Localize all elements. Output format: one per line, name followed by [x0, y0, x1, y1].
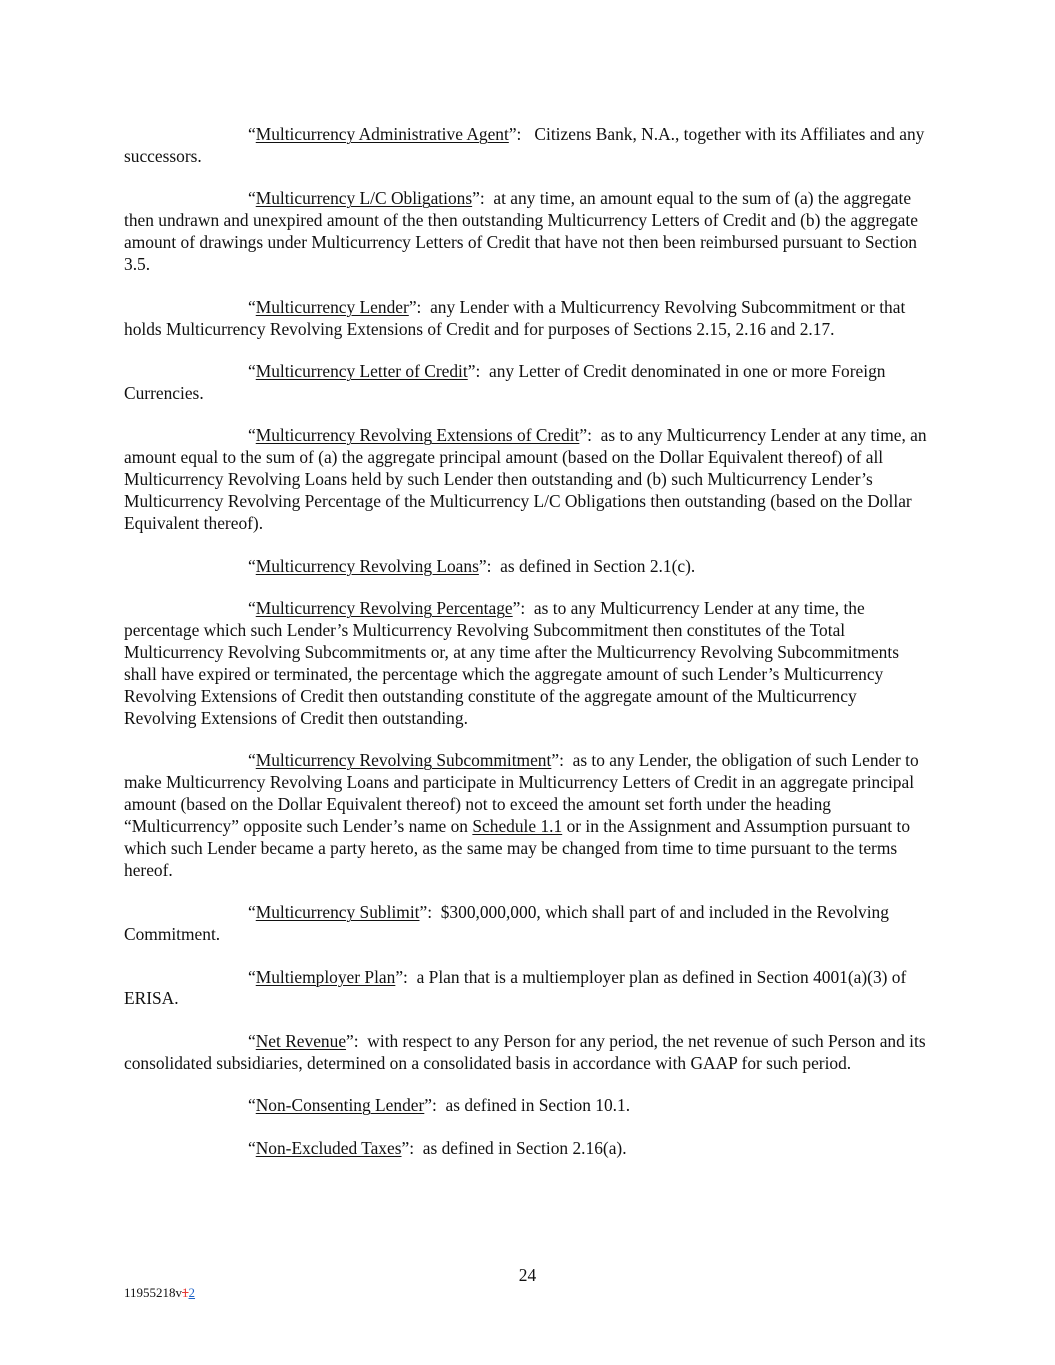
- defined-term: Multicurrency Sublimit: [255, 902, 420, 923]
- defined-term: Multicurrency Revolving Percentage: [255, 598, 513, 619]
- definition-paragraph: “Multicurrency Revolving Percentage”: as to any Multicurrency Lender at any time, the percentage which such Lender’s Multicurrency Revolving Subcommitment then constitutes of the Total Multicurrency Revolving Subcommitments or, at any time after the Multicurrency Revolving Subcommitments shall have expired or terminated, the percentage which the aggregate amount of such Lender’s Multicurrency Revolving Extensions of Credit then outstanding constitute of the aggregate amount of the Multicurrency Revolving Extensions of Credit then outstanding.: [124, 598, 899, 728]
- defined-term: Multicurrency Revolving Extensions of Credit: [255, 425, 580, 446]
- definition-paragraph: “Non-Consenting Lender”: as defined in Section 10.1.: [248, 1095, 631, 1116]
- defined-term: Non-Consenting Lender: [255, 1095, 425, 1116]
- defined-term: Multicurrency Lender: [255, 296, 409, 317]
- definition-text: any Lender with a Multicurrency Revolving Subcommitment or that holds Multicurrency Revolving Extensions of Credit and for purposes of Sections 2.15, 2.16 and 2.17.: [124, 296, 906, 339]
- definition-text: as defined in Section 2.16(a).: [422, 1137, 627, 1158]
- schedule-reference: Schedule 1.1: [472, 815, 563, 836]
- definition-text: a Plan that is a multiemployer plan as defined in Section 4001(a)(3) of ERISA.: [124, 966, 907, 1009]
- definition-text: as defined in Section 2.1(c).: [500, 555, 696, 576]
- defined-term: Multiemployer Plan: [255, 966, 396, 987]
- definition-paragraph: “Multiemployer Plan”: a Plan that is a multiemployer plan as defined in Section 4001(a)(3) of ERISA.: [124, 966, 907, 1009]
- definition-text: as to any Multicurrency Lender at any time, an amount equal to the sum of (a) the aggregate principal amount (based on the Dollar Equivalent thereof) of all Multicurrency Revolving Loans held by such Lender then outstanding and (b) such Multicurrency Lender’s Multicurrency Revolving Percentage of the Multicurrency L/C Obligations then outstanding (based on the Dollar Equivalent thereof).: [124, 425, 927, 534]
- definition-paragraph: “Multicurrency Letter of Credit”: any Letter of Credit denominated in one or more Foreign Currencies.: [124, 361, 886, 403]
- definition-paragraph: “Multicurrency Sublimit”: $300,000,000, which shall part of and included in the Revolving Commitment.: [124, 902, 889, 945]
- defined-term: Multicurrency L/C Obligations: [255, 188, 473, 209]
- page-number: 24: [518, 1265, 537, 1285]
- doc-id-deleted-version: 1: [182, 1285, 189, 1300]
- defined-term: Net Revenue: [255, 1030, 347, 1051]
- definition-paragraph: “Multicurrency Lender”: any Lender with a Multicurrency Revolving Subcommitment or that holds Multicurrency Revolving Extensions of Credit and for purposes of Sections 2.15, 2.16 and 2.17.: [124, 296, 906, 339]
- definition-text: $300,000,000, which shall part of and included in the Revolving Commitment.: [124, 902, 889, 945]
- definition-text: as to any Lender, the obligation of such Lender to make Multicurrency Revolving Loans and participate in Multicurrency Letters of Credit in an aggregate principal amount (based on the Dollar Equivalent thereof) not to exceed the amount set forth under the heading “Multicurrency” opposite such Lender’s name on: [124, 750, 919, 836]
- defined-term: Multicurrency Administrative Agent: [255, 124, 509, 144]
- definition-text: as to any Multicurrency Lender at any time, the percentage which such Lender’s Multicurrency Revolving Subcommitment then constitutes of the Total Multicurrency Revolving Subcommitments or, at any time after the Multicurrency Revolving Subcommitments shall have expired or terminated, the percentage which the aggregate amount of such Lender’s Multicurrency Revolving Extensions of Credit then outstanding constitute of the aggregate amount of the Multicurrency Revolving Extensions of Credit then outstanding.: [124, 598, 899, 728]
- document-body: [124, 124, 930, 1180]
- definition-text: or in the Assignment and Assumption pursuant to which such Lender became a party hereto, as the same may be changed from time to time pursuant to the terms hereof.: [124, 815, 911, 880]
- definition-text: with respect to any Person for any period, the net revenue of such Person and its consolidated subsidiaries, determined on a consolidated basis in accordance with GAAP for such period.: [124, 1030, 926, 1073]
- definition-paragraph: “Multicurrency Revolving Loans”: as defined in Section 2.1(c).: [248, 555, 696, 576]
- definition-paragraph: “Multicurrency Administrative Agent”: Citizens Bank, N.A., together with its Affiliates and any successors.: [124, 124, 925, 166]
- defined-term: Non-Excluded Taxes: [255, 1137, 402, 1158]
- doc-id-prefix: 11955218v: [124, 1285, 183, 1300]
- definition-paragraph: “Multicurrency Revolving Extensions of Credit”: as to any Multicurrency Lender at any time, an amount equal to the sum of (a) the aggregate principal amount (based on the Dollar Equivalent thereof) of all Multicurrency Revolving Loans held by such Lender then outstanding and (b) such Multicurrency Lender’s Multicurrency Revolving Percentage of the Multicurrency L/C Obligations then outstanding (based on the Dollar Equivalent thereof).: [124, 425, 927, 534]
- definition-text: any Letter of Credit denominated in one or more Foreign Currencies.: [124, 361, 886, 403]
- definition-text: as defined in Section 10.1.: [445, 1095, 631, 1116]
- defined-term: Multicurrency Revolving Subcommitment: [255, 750, 552, 771]
- defined-term: Multicurrency Revolving Loans: [255, 555, 479, 576]
- document-id: [124, 1285, 195, 1301]
- definition-paragraph: “Multicurrency Revolving Subcommitment”: as to any Lender, the obligation of such Lender to make Multicurrency Revolving Loans and participate in Multicurrency Letters of Credit in an aggregate principal amount (based on the Dollar Equivalent thereof) not to exceed the amount set forth under the heading “Multicurrency” opposite such Lender’s name on Schedule 1.1 or in the Assignment and Assumption pursuant to which such Lender became a party hereto, as the same may be changed from time to time pursuant to the terms hereof.: [124, 750, 919, 880]
- doc-id-inserted-version: 2: [188, 1285, 196, 1300]
- definition-text: Citizens Bank, N.A., together with its Affiliates and any successors.: [124, 124, 925, 166]
- definition-paragraph: “Non-Excluded Taxes”: as defined in Section 2.16(a).: [248, 1137, 627, 1158]
- definition-paragraph: “Multicurrency L/C Obligations”: at any time, an amount equal to the sum of (a) the aggregate then undrawn and unexpired amount of the then outstanding Multicurrency Letters of Credit and (b) the aggregate amount of drawings under Multicurrency Letters of Credit that have not then been reimbursed pursuant to Section 3.5.: [124, 188, 918, 275]
- defined-term: Multicurrency Letter of Credit: [255, 361, 468, 382]
- definition-paragraph: “Net Revenue”: with respect to any Person for any period, the net revenue of such Person and its consolidated subsidiaries, determined on a consolidated basis in accordance with GAAP for such period.: [124, 1030, 926, 1073]
- definition-text: at any time, an amount equal to the sum of (a) the aggregate then undrawn and unexpired amount of the then outstanding Multicurrency Letters of Credit and (b) the aggregate amount of drawings under Multicurrency Letters of Credit that have not then been reimbursed pursuant to Section 3.5.: [124, 188, 918, 275]
